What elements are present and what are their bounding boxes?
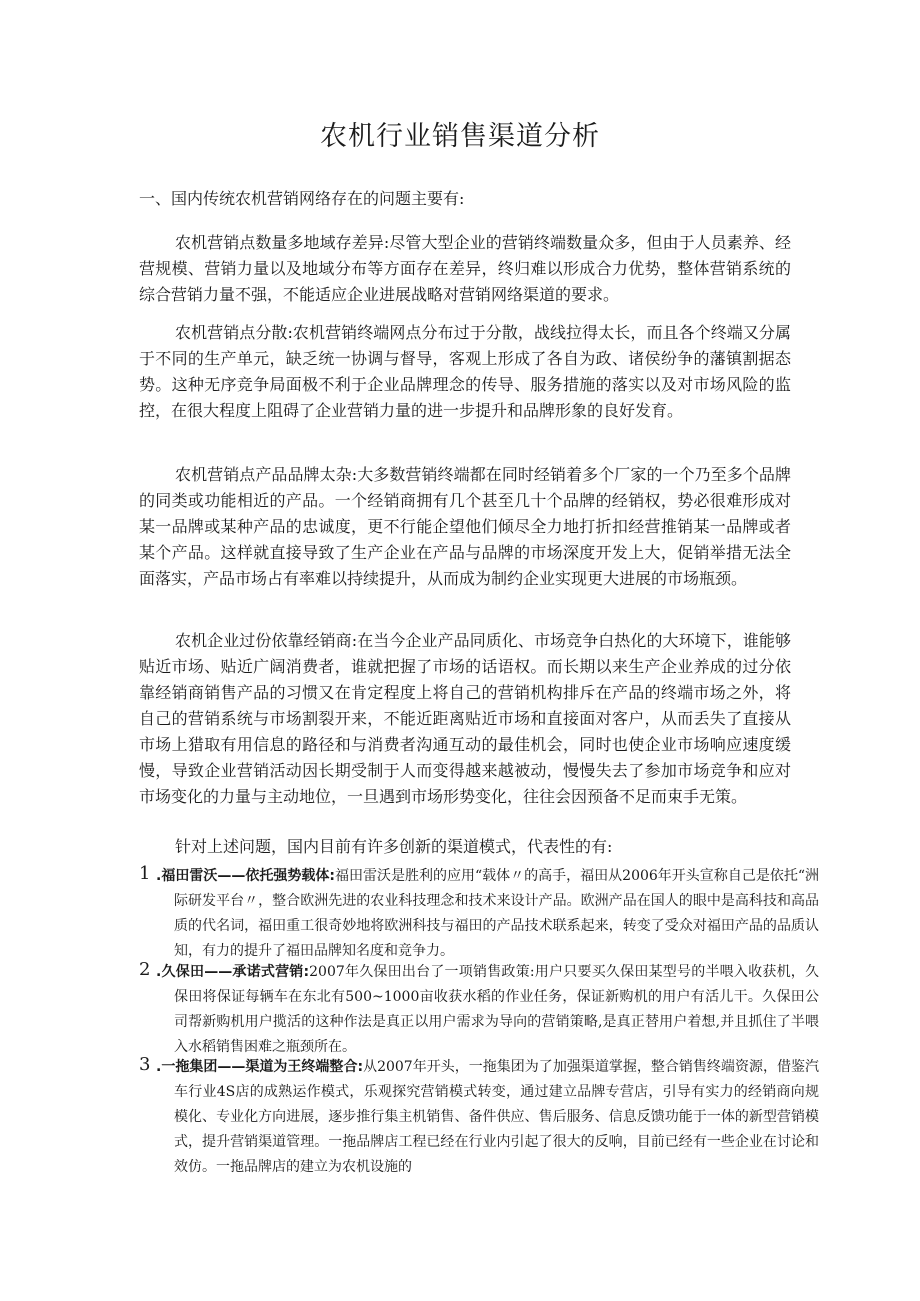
list-item-text: 福田雷沃是胜利的应用“载体〃的高手，福田从2006年开头宣称自己是依托“洲际研发平台〃，整合欧洲先进的农业科技理念和技术来设计产品。欧洲产品在国人的眼中是高科技和高品质的代名词，福田重工很奇妙地将欧洲科技与福田的产品技术联系起来，转变了受众对福田产品的品质认知，有力的提升了福田品牌知名度和竞争力。 xyxy=(174,868,819,959)
list-item-number: 3 xyxy=(139,1054,151,1075)
paragraph-list-intro: 针对上述问题，国内目前有许多创新的渠道模式，代表性的有: xyxy=(175,837,613,856)
list-item-text: 从2007年开头，一拖集团为了加强渠道掌握，整合销售终端资源，借鉴汽车行业4S店的成熟运作模式，乐观探究营销模式转变，通过建立品牌专营店，引导有实力的经销商向规模化、专业化方向进展，逐步推行集主机销售、备件供应、售后服务、信息反馈功能于一体的新型营销模式，提升营销渠道管理。一拖品牌店工程已经在行业内引起了很大的反响，目前已经有一些企业在讨论和效仿。一拖品牌店的建立为农机设施的 xyxy=(174,1059,819,1175)
list-item-lead: .一拖集团——渠道为王终端整合: xyxy=(156,1059,364,1075)
section-heading: 一、国内传统农机营销网络存在的问题主要有: xyxy=(139,189,465,208)
document-title: 农机行业销售渠道分析 xyxy=(320,121,600,152)
list-item-body xyxy=(156,1055,819,1180)
list-item-number: 2 xyxy=(139,959,151,980)
paragraph-dealer-dependence: 农机企业过份依靠经销商:在当今企业产品同质化、市场竞争白热化的大环境下，谁能够贴近市场、贴近广阔消费者，谁就把握了市场的话语权。而长期以来生产企业养成的过分依靠经销商销售产品的习惯又在肯定程度上将自己的营销机构排斥在产品的终端市场之外，将自己的营销系统与市场割裂开来，不能近距离贴近市场和直接面对客户，从而丢失了直接从市场上猎取有用信息的路径和与消费者沟通互动的最佳机会，同时也使企业市场响应速度缓慢，导致企业营销活动因长期受制于人而变得越来越被动，慢慢失去了参加市场竞争和应对市场变化的力量与主动地位，一旦遇到市场形势变化，往往会因预备不足而束手无策。 xyxy=(139,631,791,806)
paragraph-scattered-outlets: 农机营销点分散:农机营销终端网点分布过于分散，战线拉得太长，而且各个终端又分属于不同的生产单元，缺乏统一协调与督导，客观上形成了各自为政、诸侯纷争的藩镇割据态势。这种无序竞争局面极不利于企业品牌理念的传导、服务措施的落实以及对市场风险的监控，在很大程度上阻碍了企业营销力量的进一步提升和品牌形象的良好发育。 xyxy=(139,323,791,420)
paragraph-scattered-outlets-quantity: 农机营销点数量多地域存差异:尽管大型企业的营销终端数量众多，但由于人员素养、经营规模、营销力量以及地域分布等方面存在差异，终归难以形成合力优势，整体营销系统的综合营销力量不强，不能适应企业进展战略对营销网络渠道的要求。 xyxy=(139,233,791,304)
list-item-body xyxy=(156,864,819,964)
list-item-text: 2007年久保田出台了一项销售政策:用户只要买久保田某型号的半喂入收获机，久保田将保证每辆车在东北有500~1000亩收获水稻的作业任务，保证新购机的用户有活儿干。久保田公司帮新购机用户揽活的这种作法是真正以用户需求为导向的营销策略,是真正替用户着想,并且抓住了半喂入水稻销售困难之瓶颈所在。 xyxy=(174,964,820,1055)
list-item-body xyxy=(156,960,819,1060)
list-item-lead: .福田雷沃——依托强势载体: xyxy=(156,868,335,884)
list-item-number: 1 xyxy=(139,863,151,884)
paragraph-mixed-brands: 农机营销点产品品牌太杂:大多数营销终端都在同时经销着多个厂家的一个乃至多个品牌的同类或功能相近的产品。一个经销商拥有几个甚至几十个品牌的经销权，势必很难形成对某一品牌或某种产品的忠诚度，更不行能企望他们倾尽全力地打折扣经营推销某一品牌或者某个产品。这样就直接导致了生产企业在产品与品牌的市场深度开发上大，促销举措无法全面落实，产品市场占有率难以持续提升，从而成为制约企业实现更大进展的市场瓶颈。 xyxy=(139,465,791,588)
list-item-lead: .久保田——承诺式营销: xyxy=(156,964,310,980)
